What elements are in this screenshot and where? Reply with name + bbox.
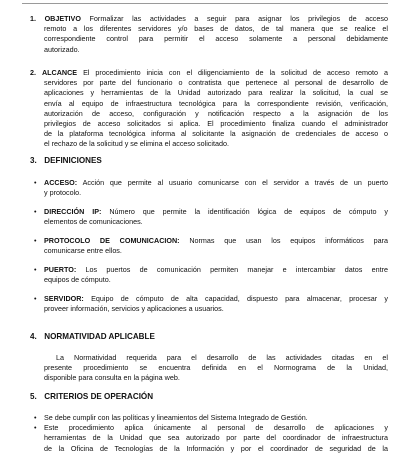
text-line: La Normatividad requerida para el desarrollo de las actividades citadas en el	[56, 353, 388, 362]
bullet-icon: •	[34, 423, 37, 433]
text-line: de la plataforma tecnológica informa al solicitante la asignación de credenciales de acceso o	[44, 129, 388, 139]
section-number: 4.	[30, 332, 37, 341]
text-line: servidores por parte del funcionario o contratista que pertenece al personal de desarrollo de	[44, 78, 388, 88]
section-header	[30, 331, 155, 342]
definition-item: SERVIDOR: Equipo de cómputo de alta capacidad, dispuesto para almacenar, procesar y proveer información, servicios y aplicaciones a usuarios.	[44, 294, 388, 314]
text-line: disponible para consulta en la página web.	[44, 373, 180, 383]
bullet-icon: •	[34, 178, 37, 187]
text-line: presente procedimiento se encuentra definida en el Normograma de la Unidad,	[44, 363, 388, 373]
section-number: 2.	[30, 68, 36, 77]
section-header	[30, 391, 153, 402]
bullet-icon: •	[34, 413, 37, 422]
definition-term: PUERTO:	[44, 265, 77, 274]
text-line: autorización de acceso, configuración y notificación respecto a la asignación de los	[44, 108, 388, 118]
section-title: OBJETIVO	[44, 14, 81, 23]
definition-item: DIRECCIÓN IP: Número que permite la identificación lógica de equipos de cómputo y elementos de comunicaciones.	[44, 207, 389, 227]
section-title: ALCANCE	[41, 68, 78, 77]
text-line: El procedimiento inicia con el diligenciamiento de la solicitud de acceso remoto a	[83, 68, 388, 77]
definition-term: DIRECCIÓN IP:	[44, 207, 102, 216]
list-item: Se debe cumplir con las políticas y lineamientos del Sistema Integrado de Gestión.	[44, 413, 308, 422]
definition-term: PROTOCOLO DE COMUNICACION:	[44, 236, 180, 245]
bullet-icon: •	[34, 207, 37, 216]
definition-item: ACCESO: Acción que permite al usuario comunicarse con el servidor a través de un puerto y protocolo.	[44, 178, 388, 198]
section-title: NORMATIVIDAD APLICABLE	[44, 332, 155, 341]
definition-item: PROTOCOLO DE COMUNICACION: Normas que usan los equipos informáticos para comunicarse entre ellos.	[44, 236, 389, 256]
text-line: envía al equipo de infraestructura tecnológica para la correspondiente revisión, verificación,	[44, 98, 388, 108]
section-title: DEFINICIONES	[44, 156, 102, 165]
bullet-icon: •	[34, 265, 37, 274]
text-line: el rechazo de la solicitud y se elimina el acceso solicitado.	[44, 139, 229, 149]
definition-term: ACCESO:	[44, 178, 78, 187]
definition-term: SERVIDOR:	[44, 294, 84, 303]
section-header	[30, 155, 102, 166]
header-rule	[22, 3, 388, 4]
list-item: Este procedimiento aplica únicamente al personal de desarrollo de aplicaciones y herramientas de la Unidad que sea autorizado por parte del coordinador de infraestructura de la Oficina de Tecnologías de la Información y por el coordinador de seguridad de la	[44, 423, 388, 453]
text-line: remoto a los diferentes servidores y/o bases de datos, de tal manera que se realice el	[44, 24, 388, 34]
section-number: 3.	[30, 156, 37, 165]
text-line: Formalizar las actividades a seguir para asignar los privilegios de acceso	[89, 14, 388, 23]
text-line: correspondiente control para permitir el acceso solamente a personal debidamente	[44, 34, 388, 44]
section-title: CRITERIOS DE OPERACIÓN	[44, 392, 154, 401]
section-number: 5.	[30, 392, 37, 401]
bullet-icon: •	[34, 294, 37, 303]
definition-item: PUERTO: Los puertos de comunicación permiten manejar e intercambiar datos entre equipos de cómputo.	[44, 265, 389, 285]
text-line: autorizado.	[44, 44, 80, 54]
text-line: privilegios de acceso solicitados si aplica. El procedimiento finaliza cuando el administrador	[44, 119, 388, 128]
bullet-icon: •	[34, 236, 37, 245]
section-number: 1.	[30, 14, 36, 23]
text-line: aplicaciones y herramientas de la Unidad autorizado para realizar la solicitud, la cual se	[44, 88, 388, 98]
